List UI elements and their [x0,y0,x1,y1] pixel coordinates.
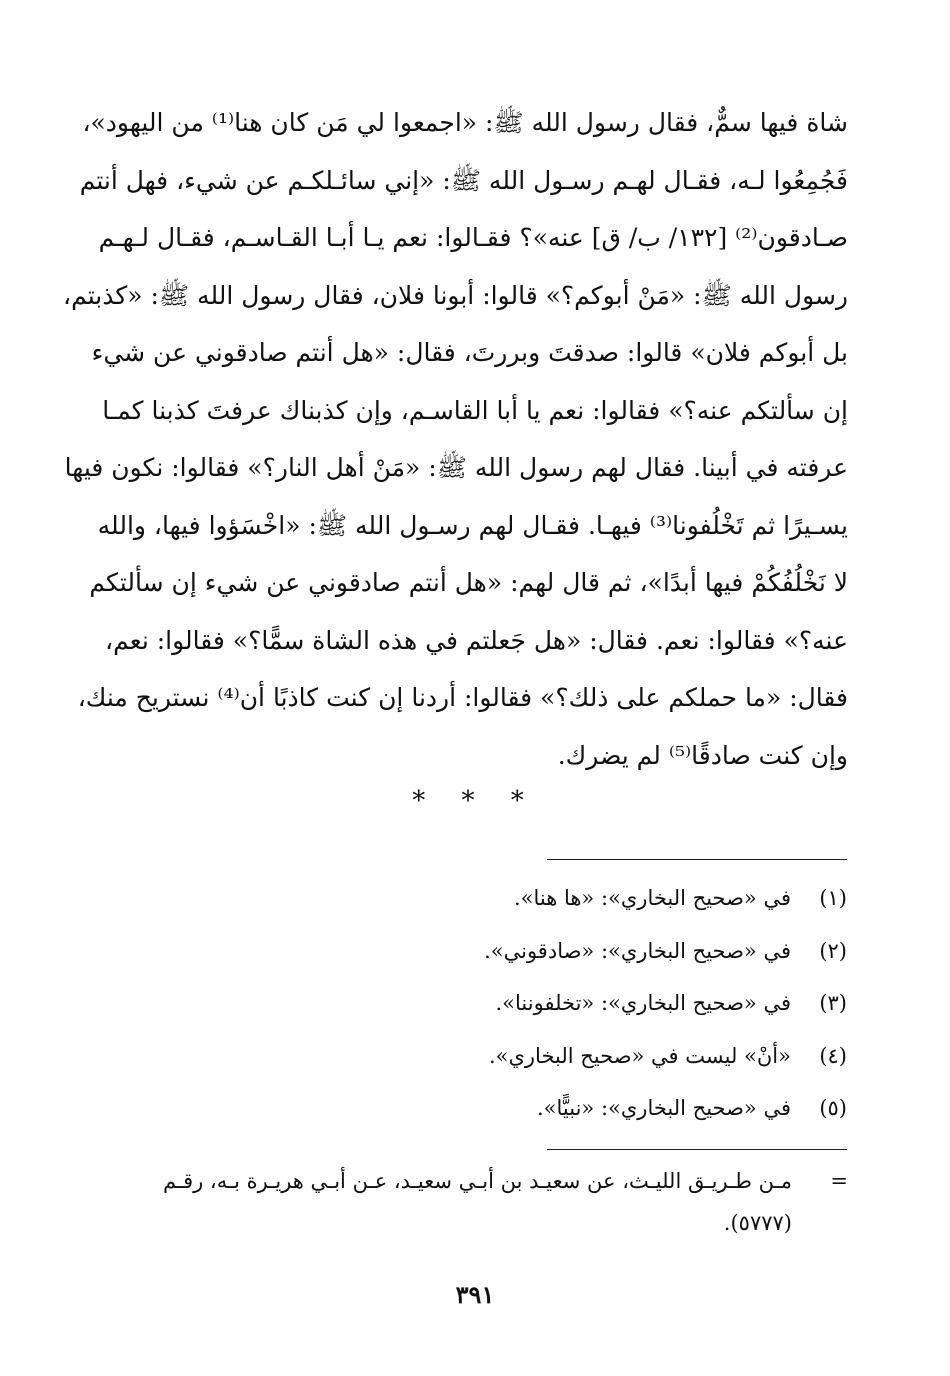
footnote-1 [147,872,847,925]
continuation-divider [547,1149,847,1150]
footnote-number: (٣) [819,991,847,1015]
footnote-text: في «صحيح البخاري»: «ها هنا». [513,886,791,910]
footnote-continuation [130,1160,848,1244]
footnote-5 [147,1082,847,1135]
footnote-text: في «صحيح البخاري»: «صادقوني». [484,938,791,963]
footnote-text: «أنْ» ليست في «صحيح البخاري». [488,1043,791,1068]
text-line-4: رسول الله ﷺ: «مَنْ أبوكم؟» قالوا: أبونا فلان، فقال رسول الله ﷺ: «كذبتم، [63,280,848,310]
footnote-number: (٢) [819,938,847,963]
text-line-10: عنه؟» فقالوا: نعم. فقال: «هل جَعلتم في هذه الشاة سمًّا؟» فقالوا: نعم، [105,625,848,655]
footnote-text: في «صحيح البخاري»: «نبيًّا». [536,1096,791,1120]
page-number: ٣٩١ [455,1280,495,1309]
footnote-4 [147,1030,847,1083]
section-separator: * * * [412,786,538,816]
footnotes [147,872,847,1135]
text-line-1: شاة فيها سمٌّ، فقال رسول الله ﷺ: «اجمعوا لي مَن كان هنا⁽¹⁾ من اليهود»، [82,108,848,137]
footnote-3 [147,977,847,1030]
continuation-line-1 [130,1160,848,1202]
footnote-divider [547,859,847,860]
continuation-marker: = [830,1169,848,1193]
text-line-11: فقال: «ما حملكم على ذلك؟» فقالوا: أردنا إن كنت كاذبًا أن⁽⁴⁾ نستريح منك، [77,683,848,712]
text-line-6: إن سألتكم عنه؟» فقالوا: نعم يا أبا القاسـم، وإن كذبناك عرفتَ كذبنا كمـا [102,395,848,425]
continuation-line-2 [130,1202,848,1244]
main-text [63,94,848,784]
footnote-number: (١) [819,886,847,910]
footnote-2 [147,925,847,978]
footnote-number: (٥) [819,1096,847,1120]
text-line-9: لا نَخْلُفُكُمْ فيها أبدًا»، ثم قال لهم: «هل أنتم صادقوني عن شيء إن سألتكم [89,568,848,597]
text-line-2: فَجُمِعُوا لـه، فقـال لهـم رسـول الله ﷺ: «إني سائـلكـم عن شيء، فهل أنتم [79,165,848,195]
continuation-text-2: (٥٧٧٧). [723,1211,792,1235]
footnote-number: (٤) [819,1043,847,1068]
text-line-5: بل أبوكم فلان» قالوا: صدقتَ وبررتَ، فقال: «هل أنتم صادقوني عن شيء [91,338,848,367]
footnote-text: في «صحيح البخاري»: «تخلفوننا». [495,991,791,1015]
continuation-text: مـن طـريـق الليـث، عن سعيـد بن أبـي سعيـد، عـن أبـي هريـرة بـه، رقـم [162,1169,792,1193]
text-line-3: صـادقون⁽²⁾ [١٣٢/ ب/ ق] عنه»؟ فقـالوا: نعم يـا أبـا القـاسـم، فقـال لـهـم [98,223,848,252]
text-line-12: وإن كنت صادقًا⁽⁵⁾ لم يضرك. [557,740,848,770]
text-line-8: يسـيرًا ثم تَخْلُفونا⁽³⁾ فيهـا. فقـال لهم رسـول الله ﷺ: «اخْسَؤوا فيها، والله [97,510,848,540]
text-line-7: عرفته في أبينا. فقال لهم رسول الله ﷺ: «مَنْ أهل النار؟» فقالوا: نكون فيها [64,453,848,482]
